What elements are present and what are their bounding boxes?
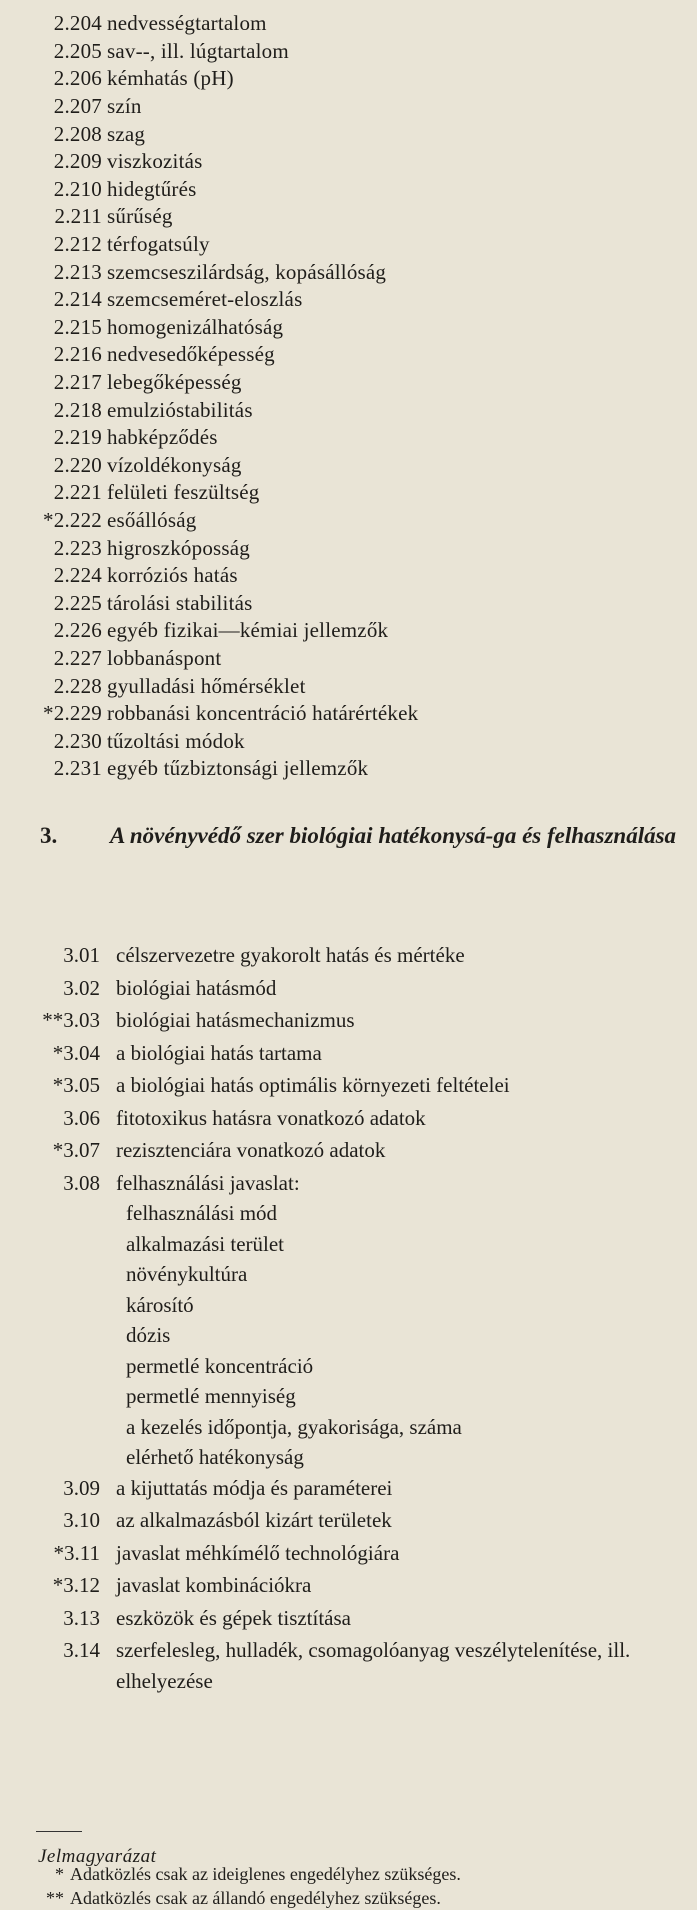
list-item bbox=[10, 1005, 690, 1036]
list-item bbox=[18, 314, 688, 342]
sub-item: permetlé koncentráció bbox=[126, 1353, 314, 1378]
item-text: esőállóság bbox=[107, 507, 197, 532]
list-item bbox=[18, 38, 688, 66]
item-text: javaslat méhkímélő technológiára bbox=[116, 1540, 400, 1565]
sub-item: károsító bbox=[126, 1292, 194, 1317]
item-text: szemcseméret-eloszlás bbox=[107, 287, 303, 312]
item-text: gyulladási hőmérséklet bbox=[107, 673, 306, 698]
list-item bbox=[18, 203, 688, 231]
item-text: biológiai hatásmód bbox=[116, 975, 277, 1000]
item-text: egyéb tűzbiztonsági jellemzők bbox=[107, 756, 369, 781]
item-number: *3.11 bbox=[53, 1540, 100, 1565]
list-item bbox=[18, 93, 688, 121]
legend-item bbox=[40, 1862, 690, 1886]
list-item bbox=[18, 562, 688, 590]
item-text: biológiai hatásmechanizmus bbox=[116, 1008, 355, 1032]
list-item bbox=[18, 369, 688, 397]
sub-item: elérhető hatékonyság bbox=[126, 1445, 304, 1469]
list-item bbox=[10, 1603, 690, 1634]
list-item bbox=[18, 507, 688, 535]
item-number: 3.10 bbox=[63, 1508, 100, 1532]
item-number: 3.01 bbox=[63, 943, 100, 967]
list-item bbox=[10, 1135, 690, 1166]
item-number: 2.221 bbox=[53, 480, 102, 505]
item-text: térfogatsúly bbox=[107, 232, 210, 257]
item-number: 2.231 bbox=[53, 756, 102, 781]
list-item bbox=[10, 1635, 690, 1696]
item-text: kémhatás (pH) bbox=[107, 66, 234, 91]
sub-item: dózis bbox=[126, 1323, 171, 1347]
item-number: 2.211 bbox=[54, 204, 102, 229]
list-item bbox=[18, 424, 688, 452]
item-number: 2.212 bbox=[53, 232, 102, 257]
item-number: 3.02 bbox=[63, 975, 100, 1000]
list-item bbox=[18, 534, 688, 562]
list-item bbox=[18, 755, 688, 783]
item-text: sav--, ill. lúgtartalom bbox=[107, 38, 289, 63]
item-text: eszközök és gépek tisztítása bbox=[116, 1605, 351, 1630]
item-text: a biológiai hatás tartama bbox=[116, 1040, 322, 1065]
list-item bbox=[18, 120, 688, 148]
sub-item: alkalmazási terület bbox=[126, 1231, 285, 1256]
sub-item: felhasználási mód bbox=[126, 1201, 278, 1225]
item-number: 3.08 bbox=[63, 1170, 100, 1195]
list-item bbox=[18, 10, 688, 38]
section-3-title: A növényvédő szer biológiai hatékonysá-ga és felhasználása bbox=[110, 823, 677, 848]
item-text: vízoldékonyság bbox=[107, 452, 242, 477]
item-number: 3.09 bbox=[63, 1475, 100, 1500]
item-number: 2.216 bbox=[53, 342, 102, 367]
item-number: 2.206 bbox=[53, 66, 102, 91]
list-item bbox=[18, 341, 688, 369]
list-item bbox=[18, 148, 688, 176]
item-text: nedvesedőképesség bbox=[107, 342, 275, 367]
list-item bbox=[18, 452, 688, 480]
list-item bbox=[10, 1070, 690, 1101]
item-number: *2.229 bbox=[43, 701, 102, 726]
item-text: szín bbox=[107, 94, 142, 119]
list-item bbox=[10, 973, 690, 1004]
item-text: viszkozitás bbox=[107, 149, 203, 174]
legend-item bbox=[40, 1886, 690, 1910]
item-text: tárolási stabilitás bbox=[107, 590, 253, 615]
list-item bbox=[18, 396, 688, 424]
item-text: sűrűség bbox=[107, 204, 173, 229]
item-number: 2.205 bbox=[53, 38, 102, 63]
list-item bbox=[18, 672, 688, 700]
item-number: 2.227 bbox=[53, 645, 102, 670]
item-number: 3.13 bbox=[63, 1605, 100, 1630]
item-number: *3.12 bbox=[52, 1573, 100, 1597]
sub-item: permetlé mennyiség bbox=[126, 1384, 296, 1408]
item-text: homogenizálhatóság bbox=[107, 314, 284, 339]
item-number: 2.224 bbox=[53, 563, 102, 588]
item-text: szemcseszilárdság, kopásállóság bbox=[107, 259, 387, 284]
list-item bbox=[10, 1505, 690, 1536]
list-item bbox=[18, 700, 688, 728]
item-text: emulzióstabilitás bbox=[107, 397, 253, 422]
item-text: egyéb fizikai—kémiai jellemzők bbox=[107, 618, 389, 643]
sub-item: a kezelés időpontja, gyakorisága, száma bbox=[126, 1414, 462, 1439]
item-number: 2.218 bbox=[53, 397, 102, 422]
item-text: szerfelesleg, hulladék, csomagolóanyag veszélytelenítése, ill. elhelyezése bbox=[116, 1638, 631, 1693]
list-item bbox=[18, 176, 688, 204]
list-item bbox=[10, 1538, 690, 1569]
item-text: szag bbox=[107, 121, 146, 146]
legend-list bbox=[40, 1862, 690, 1910]
legend-text: Adatközlés csak az ideiglenes engedélyhez szükséges. bbox=[70, 1864, 461, 1884]
item-number: 2.215 bbox=[53, 314, 102, 339]
list-item bbox=[10, 1038, 690, 1069]
list-item bbox=[18, 645, 688, 673]
list-item bbox=[18, 617, 688, 645]
list-item bbox=[10, 1473, 690, 1504]
list-item bbox=[10, 1103, 690, 1134]
item-text: higroszkóposság bbox=[107, 535, 250, 560]
item-number: 2.209 bbox=[53, 149, 102, 174]
item-text: felhasználási javaslat: bbox=[116, 1170, 300, 1195]
item-number: 2.204 bbox=[53, 11, 102, 36]
list-item bbox=[18, 589, 688, 617]
item-text: lobbanáspont bbox=[107, 645, 222, 670]
item-number: 2.225 bbox=[53, 590, 102, 615]
item-number: 3.14 bbox=[63, 1638, 100, 1662]
usage-recommendation-sublist bbox=[126, 1198, 690, 1473]
item-text: robbanási koncentráció határértékek bbox=[107, 701, 419, 726]
legend-text: Adatközlés csak az állandó engedélyhez szükséges. bbox=[70, 1888, 441, 1908]
item-number: 2.217 bbox=[53, 370, 102, 395]
list-item bbox=[18, 258, 688, 286]
list-item bbox=[10, 940, 690, 971]
item-number: 2.220 bbox=[53, 452, 102, 477]
footnote-rule bbox=[36, 1831, 82, 1832]
list-item bbox=[18, 479, 688, 507]
item-number: 2.210 bbox=[53, 176, 102, 201]
item-number: *3.05 bbox=[52, 1073, 100, 1097]
list-item bbox=[18, 65, 688, 93]
item-number: 2.208 bbox=[53, 121, 102, 146]
item-text: felületi feszültség bbox=[107, 480, 260, 505]
section-3-number: 3. bbox=[40, 823, 58, 848]
item-text: rezisztenciára vonatkozó adatok bbox=[116, 1138, 386, 1162]
legend-title: Jelmagyarázat bbox=[38, 1846, 157, 1867]
item-number: 2.230 bbox=[53, 728, 102, 753]
legend-mark: * bbox=[55, 1864, 64, 1884]
item-number: 2.228 bbox=[53, 673, 102, 698]
item-text: a biológiai hatás optimális környezeti feltételei bbox=[116, 1073, 510, 1097]
item-text: javaslat kombinációkra bbox=[116, 1573, 312, 1597]
item-text: hidegtűrés bbox=[107, 176, 197, 201]
item-number: 3.06 bbox=[63, 1105, 100, 1130]
item-number: 2.207 bbox=[53, 94, 102, 119]
list-item bbox=[18, 231, 688, 259]
item-text: nedvességtartalom bbox=[107, 11, 267, 36]
item-number: 2.214 bbox=[53, 287, 102, 312]
item-text: habképződés bbox=[107, 425, 218, 450]
item-text: a kijuttatás módja és paraméterei bbox=[116, 1475, 393, 1500]
item-number: *3.04 bbox=[52, 1040, 100, 1065]
item-text: fitotoxikus hatásra vonatkozó adatok bbox=[116, 1105, 426, 1130]
item-text: lebegőképesség bbox=[107, 370, 242, 395]
legend-mark: ** bbox=[46, 1888, 64, 1908]
item-text: tűzoltási módok bbox=[107, 728, 245, 753]
section-2-list bbox=[18, 10, 688, 783]
section-3-list bbox=[10, 940, 690, 1698]
item-number: 2.226 bbox=[53, 618, 102, 643]
list-item bbox=[18, 286, 688, 314]
item-text: korróziós hatás bbox=[107, 563, 238, 588]
item-text: az alkalmazásból kizárt területek bbox=[116, 1508, 392, 1532]
item-number: 2.219 bbox=[53, 425, 102, 450]
item-number: 2.223 bbox=[53, 535, 102, 560]
item-number: 2.213 bbox=[53, 259, 102, 284]
sub-item: növénykultúra bbox=[126, 1262, 248, 1286]
list-item bbox=[10, 1168, 690, 1199]
item-number: *3.07 bbox=[52, 1138, 100, 1162]
list-item bbox=[10, 1570, 690, 1601]
list-item bbox=[18, 727, 688, 755]
item-number: **3.03 bbox=[42, 1008, 100, 1032]
item-text: célszervezetre gyakorolt hatás és mértéke bbox=[116, 943, 465, 967]
item-number: *2.222 bbox=[43, 507, 102, 532]
